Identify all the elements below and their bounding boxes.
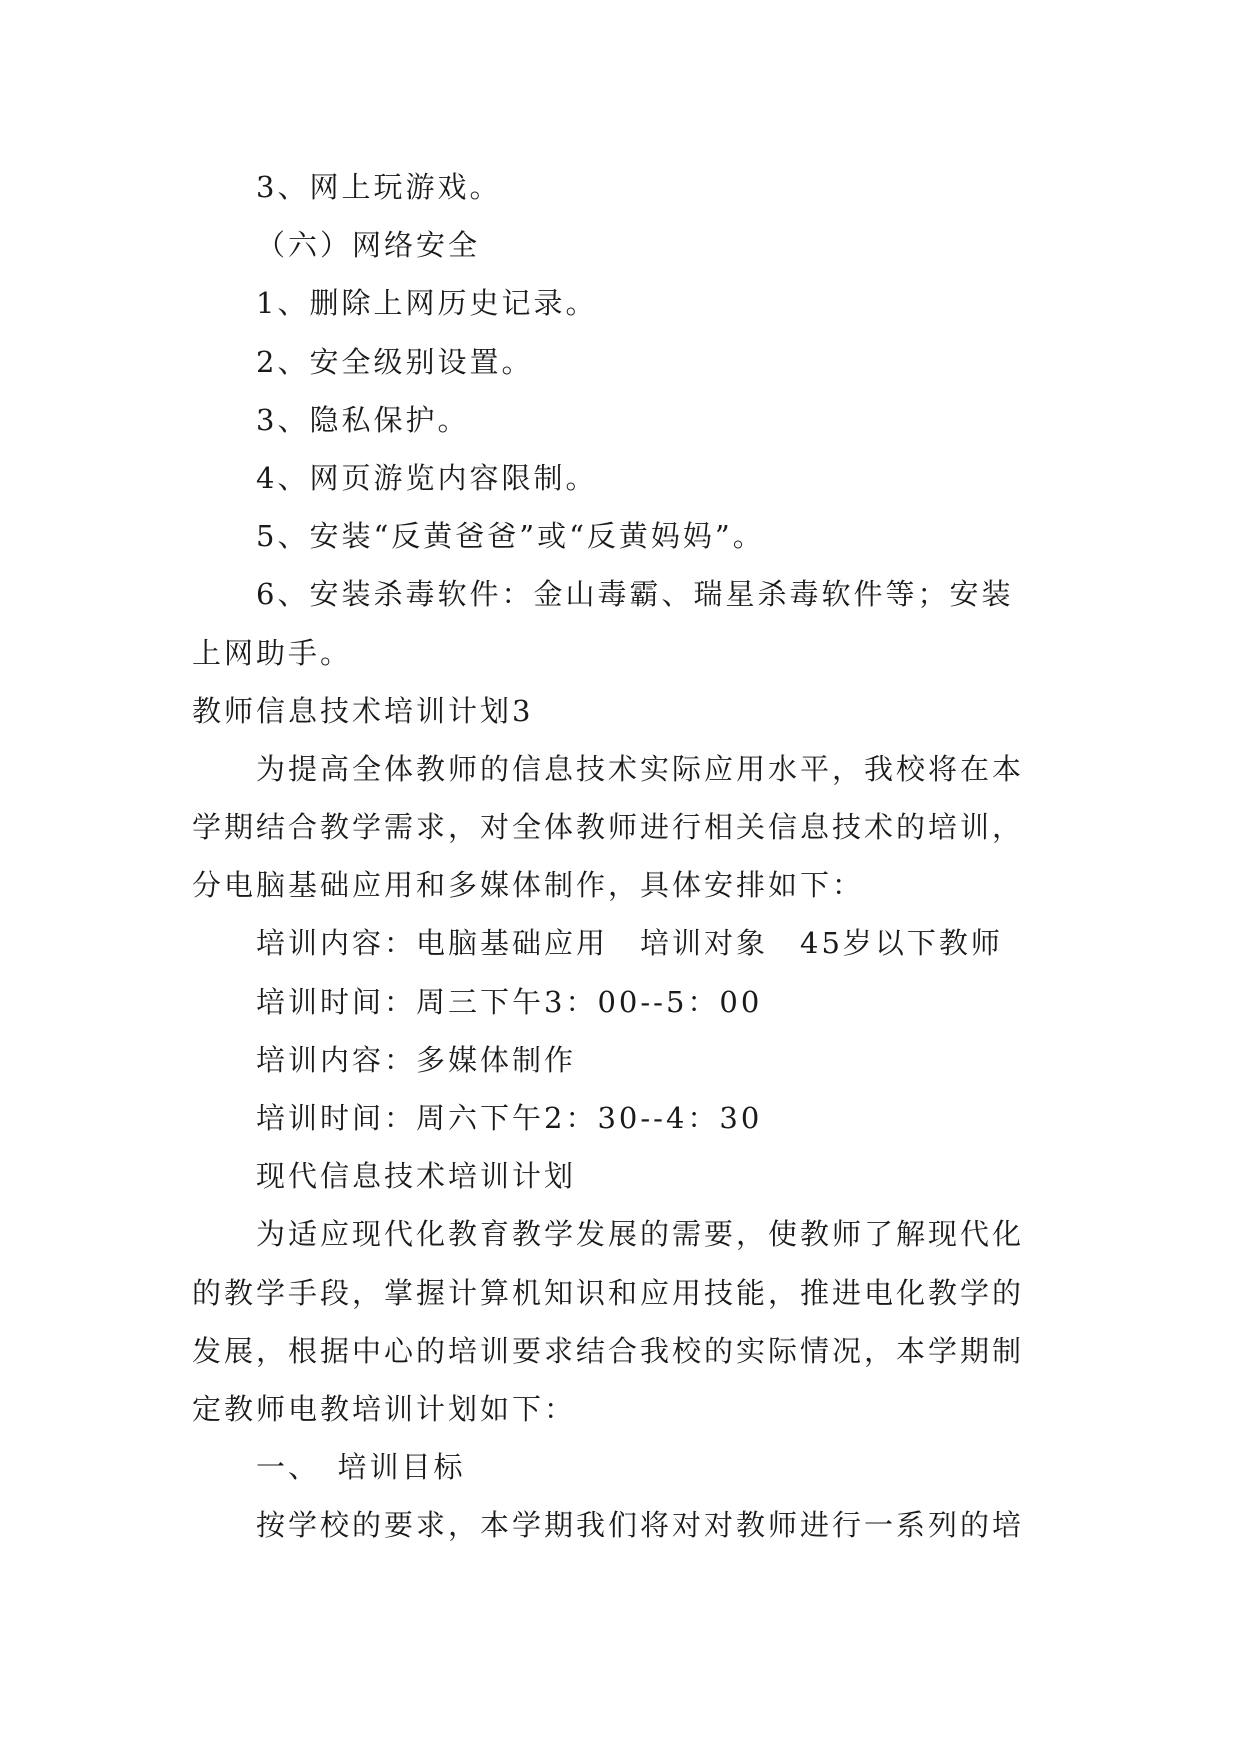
schedule-line: 培训时间：周三下午3：00--5：00 bbox=[256, 984, 763, 1019]
schedule-line: 培训时间：周六下午2：30--4：30 bbox=[256, 1101, 763, 1135]
list-item: 1、删除上网历史记录。 bbox=[256, 286, 598, 321]
text-line: 3、网上玩游戏。 bbox=[256, 170, 502, 204]
paragraph-line: 为适应现代化教育教学发展的需要，使教师了解现代化 bbox=[256, 1217, 1025, 1252]
schedule-line: 培训内容：多媒体制作 bbox=[256, 1042, 577, 1077]
list-item: 5、安装“反黄爸爸”或“反黄妈妈”。 bbox=[256, 519, 765, 554]
paragraph-line: 的教学手段，掌握计算机知识和应用技能，推进电化教学的 bbox=[192, 1275, 1025, 1310]
document-body bbox=[192, 158, 1064, 1555]
section-title: 现代信息技术培训计划 bbox=[256, 1159, 577, 1194]
paragraph-line: 按学校的要求，本学期我们将对对教师进行一系列的培 bbox=[256, 1508, 1025, 1543]
paragraph-line: 分电脑基础应用和多媒体制作，具体安排如下： bbox=[192, 868, 865, 903]
section-title: 教师信息技术培训计划3 bbox=[192, 693, 534, 728]
paragraph-line: 发展，根据中心的培训要求结合我校的实际情况，本学期制 bbox=[192, 1333, 1025, 1368]
list-item: 2、安全级别设置。 bbox=[256, 344, 534, 379]
section-heading: 一、 培训目标 bbox=[256, 1450, 466, 1485]
schedule-line: 培训内容：电脑基础应用 培训对象 45岁以下教师 bbox=[256, 926, 1003, 961]
paragraph-line: 为提高全体教师的信息技术实际应用水平，我校将在本 bbox=[256, 751, 1025, 786]
list-item: 6、安装杀毒软件：金山毒霸、瑞星杀毒软件等；安装 bbox=[256, 577, 1014, 612]
paragraph-line: 定教师电教培训计划如下： bbox=[192, 1391, 577, 1426]
text-line: 上网助手。 bbox=[192, 635, 353, 670]
list-item: 4、网页游览内容限制。 bbox=[256, 460, 598, 495]
list-item: 3、隐私保护。 bbox=[256, 402, 470, 437]
paragraph-line: 学期结合教学需求，对全体教师进行相关信息技术的培训， bbox=[192, 810, 1025, 845]
section-heading: （六）网络安全 bbox=[256, 228, 481, 263]
